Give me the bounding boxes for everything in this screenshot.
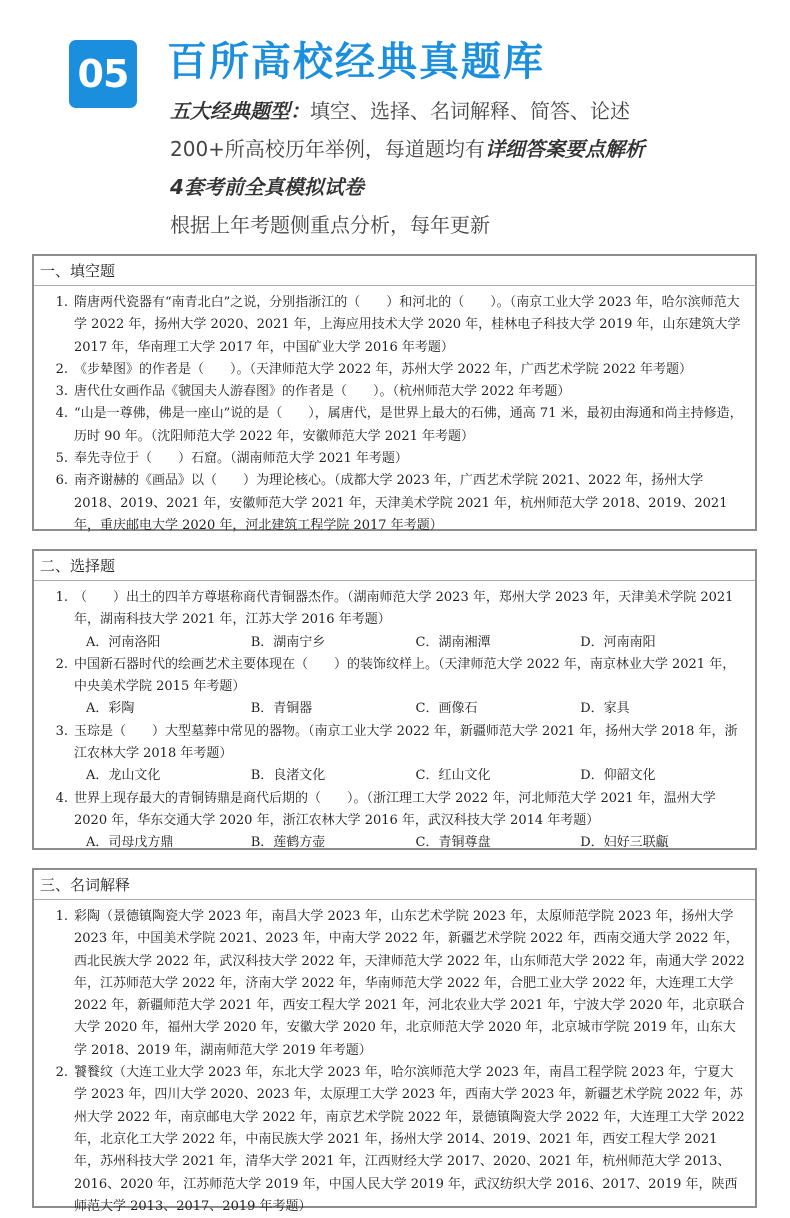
option-d: D．河南南阳 xyxy=(580,634,656,650)
question-text: 饕餮纹（大连工业大学 2023 年，东北大学 2023 年，哈尔滨师范大学 2023 年，南昌工程学院 2023 年，宁夏大学 2023 年，四川大学 2020、2023 年，太原理工大学 2023 年，西南大学 2023 年，新疆艺术学院 2022 年，苏州大学 2022 年，南京邮电大学 2022 年，南京艺术学院 2022 年，景德镇陶瓷大学 2022 年，大连理工大学 2022 年，北京化工大学 2022 年，中南民族大学 2021 年，扬州大学 2014、2019、2021 年，西安工程大学 2021 年，苏州科技大学 2021 年，清华大学 2021 年，江西财经大学 2017、2020、2021 年，杭州师范大学 2013、2016、2020 年，江苏师范大学 2019 年，中国人民大学 2019 年，武汉纺织大学 2016、2017、2019 年，陕西师范大学 2013、2017、2019 年考题） xyxy=(74,1065,745,1214)
option-b: B．青铜器 xyxy=(250,701,313,717)
section-title: 二、选择题 xyxy=(34,555,755,581)
answer-options xyxy=(44,832,745,854)
question-number: 1. xyxy=(55,909,68,924)
question-number: 4. xyxy=(55,406,68,422)
option-c: C．湖南湘潭 xyxy=(415,634,491,650)
fill-blank-section xyxy=(32,254,757,531)
highlight-line-3-bold: 4套考前全真模拟试卷 xyxy=(170,175,364,199)
option-b: B．湖南宁乡 xyxy=(250,634,326,650)
option-d: D．家具 xyxy=(580,701,630,717)
question-item xyxy=(44,359,745,381)
question-number: 2. xyxy=(55,1065,68,1081)
highlight-line-1 xyxy=(170,95,630,124)
section-number-badge: 05 xyxy=(69,40,137,108)
page-title: 百所高校经典真题库 xyxy=(167,39,545,85)
question-item xyxy=(44,654,745,699)
highlight-line-2-text: 200+所高校历年举例，每道题均有 xyxy=(170,137,485,161)
question-item xyxy=(44,788,745,833)
question-item xyxy=(44,470,745,537)
question-text: “山是一尊佛，佛是一座山”说的是（ ），属唐代，是世界上最大的石佛，通高 71 米，最初由海通和尚主持修造，历时 90 年。（沈阳师范大学 2022 年，安徽师范大学 2021 年考题） xyxy=(74,406,743,444)
option-b: B．良渚文化 xyxy=(250,768,326,784)
highlight-line-3 xyxy=(170,171,364,200)
question-number: 6. xyxy=(55,473,68,489)
question-number: 2. xyxy=(55,656,68,672)
option-d: D．妇好三联甗 xyxy=(580,835,669,851)
option-c: C．红山文化 xyxy=(415,768,491,784)
option-a: A．司母戊方鼎 xyxy=(86,835,174,851)
question-text: （ ）出土的四羊方尊堪称商代青铜器杰作。（湖南师范大学 2023 年，郑州大学 2023 年，天津美术学院 2021 年，湖南科技大学 2021 年，江苏大学 2016 年考题） xyxy=(74,590,734,628)
question-item xyxy=(44,1062,745,1218)
answer-options xyxy=(44,765,745,787)
question-text: 中国新石器时代的绘画艺术主要体现在（ ）的装饰纹样上。（天津师范大学 2022 年，南京林业大学 2021 年，中央美术学院 2015 年考题） xyxy=(74,656,736,695)
question-number: 4. xyxy=(55,790,68,806)
option-a: A．龙山文化 xyxy=(86,768,161,784)
question-number: 5. xyxy=(55,451,68,467)
term-explanation-section xyxy=(32,868,757,1214)
question-number: 3. xyxy=(55,384,68,400)
question-item xyxy=(44,448,745,470)
question-text: 南齐谢赫的《画品》以（ ）为理论核心。（成都大学 2023 年，广西艺术学院 2021、2022 年，扬州大学 2018、2019、2021 年，安徽师范大学 2021 年，天津美术学院 2021 年，杭州师范大学 2018、2019、2021 年，重庆邮电大学 2020 年，河北建筑工程学院 2017 年考题） xyxy=(74,473,728,533)
highlight-line-4: 根据上年考题侧重点分析，每年更新 xyxy=(170,213,490,237)
answer-options xyxy=(44,698,745,720)
question-text: 隋唐两代瓷器有“南青北白”之说，分别指浙江的（ ）和河北的（ ）。（南京工业大学 2023 年，哈尔滨师范大学 2022 年，扬州大学 2020、2021 年，上海应用技术大学 2020 年，桂林电子科技大学 2019 年，山东建筑大学 2017 年，华南理工大学 2017 年，中国矿业大学 2016 年考题） xyxy=(74,295,741,355)
question-number: 2. xyxy=(55,361,68,377)
option-c: C．青铜尊盘 xyxy=(415,835,491,851)
question-text: 彩陶（景德镇陶瓷大学 2023 年，南昌大学 2023 年，山东艺术学院 2023 年，太原师范学院 2023 年，扬州大学 2023 年，中国美术学院 2021、2023 年，中南大学 2022 年，新疆艺术学院 2022 年，西南交通大学 2022 年，西北民族大学 2022 年，武汉科技大学 2022 年，天津师范大学 2022 年，山东师范大学 2022 年，南通大学 2022 年，江苏师范大学 2022 年，济南大学 2022 年，华南师范大学 2022 年，合肥工业大学 2022 年，大连理工大学 2022 年，新疆师范大学 2021 年，西安工程大学 2021 年，河北农业大学 2021 年，宁波大学 2020 年，北京联合大学 2020 年，福州大学 2020 年，安徽大学 2020 年，北京师范大学 2020 年，北京城市学院 2019 年，山东大学 2018、2019 年，湖南师范大学 2019 年考题） xyxy=(74,909,745,1058)
question-item xyxy=(44,403,745,448)
option-c: C．画像石 xyxy=(415,701,478,717)
question-text: 奉先寺位于（ ）石窟。（湖南师范大学 2021 年考题） xyxy=(74,451,408,467)
option-a: A．彩陶 xyxy=(86,701,135,717)
question-text: 玉琮是（ ）大型墓葬中常见的器物。（南京工业大学 2022 年，新疆师范大学 2021 年，扬州大学 2018 年，浙江农林大学 2018 年考题） xyxy=(74,723,738,762)
option-d: D．仰韶文化 xyxy=(580,768,656,784)
question-number: 3. xyxy=(55,723,68,739)
question-text: 唐代仕女画作品《虢国夫人游春图》的作者是（ ）。（杭州师范大学 2022 年考题） xyxy=(74,384,571,400)
question-number: 1. xyxy=(55,295,68,310)
question-item xyxy=(44,906,745,1062)
question-text: 世界上现存最大的青铜铸鼎是商代后期的（ ）。（浙江理工大学 2022 年，河北师范大学 2021 年，温州大学 2020 年，华东交通大学 2020 年，浙江农林大学 2016 年，武汉科技大学 2014 年考题） xyxy=(74,790,716,828)
section-title: 三、名词解释 xyxy=(34,874,755,900)
answer-options xyxy=(44,632,745,654)
question-item xyxy=(44,381,745,403)
question-item xyxy=(44,587,745,632)
question-item xyxy=(44,721,745,766)
highlight-line-2 xyxy=(170,133,645,162)
highlight-line-1-text: 填空、选择、名词解释、简答、论述 xyxy=(310,99,630,123)
question-text: 《步辇图》的作者是（ ）。（天津师范大学 2022 年，苏州大学 2022 年，广西艺术学院 2022 年考题） xyxy=(74,361,693,377)
question-number: 1. xyxy=(55,590,68,605)
highlight-line-2-bold: 详细答案要点解析 xyxy=(484,137,645,161)
section-title: 一、填空题 xyxy=(34,260,755,286)
option-b: B．莲鹤方壶 xyxy=(250,835,326,851)
highlight-line-1-bold: 五大经典题型： xyxy=(170,99,310,123)
multiple-choice-section xyxy=(32,549,757,850)
option-a: A．河南洛阳 xyxy=(86,634,161,650)
question-item xyxy=(44,292,745,359)
